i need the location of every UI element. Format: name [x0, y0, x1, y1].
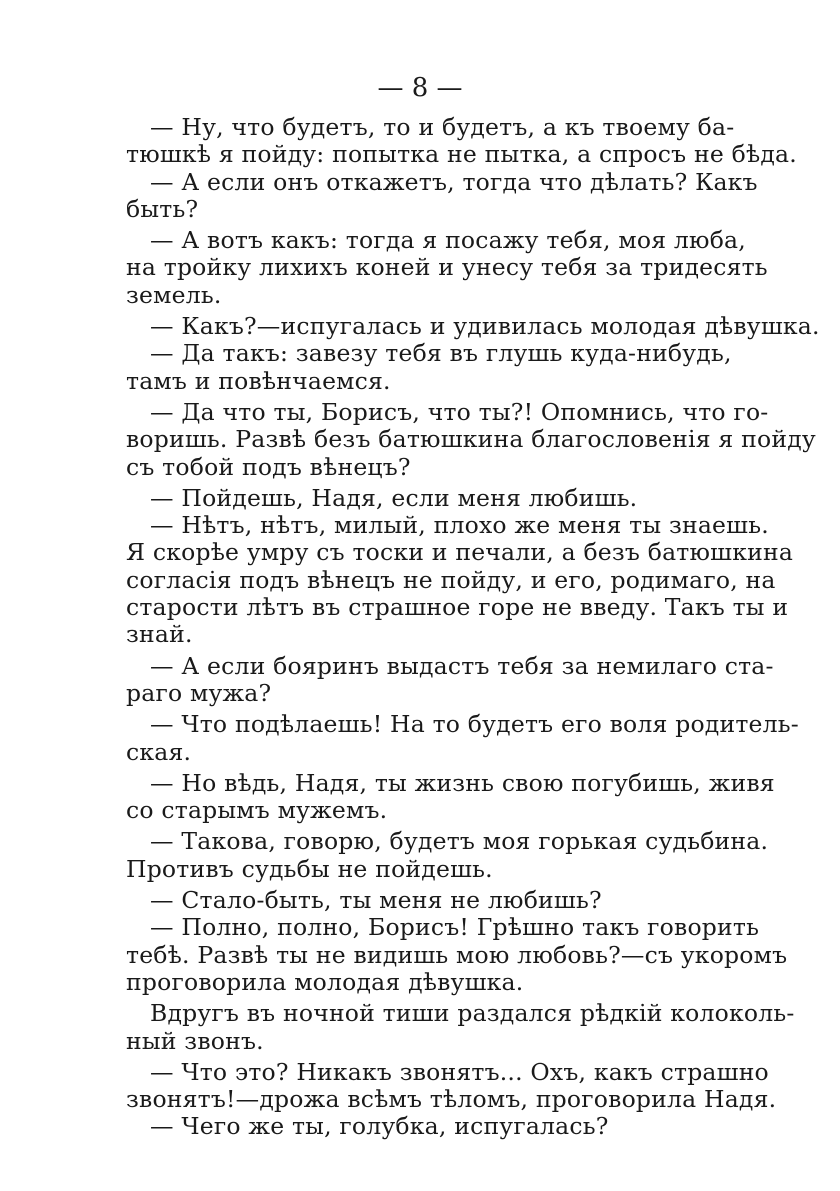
text-line: — Да что ты, Борисъ, что ты?! Опомнись, что го- [150, 397, 769, 426]
page-number: — 8 — [377, 73, 463, 103]
text-line: — Такова, говорю, будетъ моя горькая судьбина. [150, 827, 769, 856]
text-line: раго мужа? [126, 678, 272, 707]
text-line: — Пойдешь, Надя, если меня любишь. [150, 483, 638, 512]
text-line: — А если онъ откажетъ, тогда что дѣлать? Какъ [150, 167, 758, 196]
text-line: старости лѣтъ въ страшное горе не введу. Такъ ты и [126, 593, 789, 622]
text-line: — А вотъ какъ: тогда я посажу тебя, моя люба, [150, 226, 746, 255]
text-line: — Какъ?—испугалась и удивилась молодая дѣвушка. [150, 312, 820, 341]
text-line: Противъ судьбы не пойдешь. [126, 854, 493, 883]
text-line: проговорила молодая дѣвушка. [126, 967, 524, 996]
text-line: — Что подѣлаешь! На то будетъ его воля родитель- [150, 710, 799, 739]
text-line: — Что это? Никакъ звонятъ... Охъ, какъ страшно [150, 1057, 769, 1086]
text-line: со старымъ мужемъ. [126, 796, 388, 825]
text-line: — Да такъ: завезу тебя въ глушь куда-нибудь, [150, 339, 732, 368]
text-line: тамъ и повѣнчаемся. [126, 366, 391, 395]
text-line: — Нѣтъ, нѣтъ, милый, плохо же меня ты знаешь. [150, 511, 769, 540]
text-line: ный звонъ. [126, 1026, 264, 1055]
text-line: на тройку лихихъ коней и унесу тебя за тридесять [126, 253, 768, 282]
text-line: — Ну, что будетъ, то и будетъ, а къ твоему ба- [150, 113, 735, 141]
text-line: — Но вѣдь, Надя, ты жизнь свою погубишь, живя [150, 768, 775, 797]
text-line: согласія подъ вѣнецъ не пойду, и его, родимаго, на [126, 565, 776, 594]
text-line: съ тобой подъ вѣнецъ? [126, 452, 411, 481]
text-line: тюшкѣ я пойду: попытка не пытка, а спросъ не бѣда. [126, 140, 797, 169]
text-line: быть? [126, 194, 199, 223]
text-line: — Полно, полно, Борисъ! Грѣшно такъ говорить [150, 913, 760, 942]
text-line: звонятъ!—дрожа всѣмъ тѣломъ, проговорила Надя. [126, 1085, 777, 1114]
text-line: Я скорѣе умру съ тоски и печали, а безъ батюшкина [126, 538, 794, 567]
text-line: воришь. Развѣ безъ батюшкина благословенія я пойду [126, 425, 816, 454]
text-line: земель. [126, 280, 222, 309]
text-line: ская. [126, 737, 192, 766]
text-line: — Чего же ты, голубка, испугалась? [150, 1112, 609, 1141]
text-line: тебѣ. Развѣ ты не видишь мою любовь?—съ укоромъ [126, 940, 788, 969]
text-line: Вдругъ въ ночной тиши раздался рѣдкій колоколь- [150, 999, 795, 1028]
text-line: — Стало-быть, ты меня не любишь? [150, 886, 602, 915]
text-line: знай. [126, 620, 193, 649]
text-line: — А если бояринъ выдастъ тебя за немилаго ста- [150, 651, 774, 680]
body-text [126, 113, 820, 1141]
